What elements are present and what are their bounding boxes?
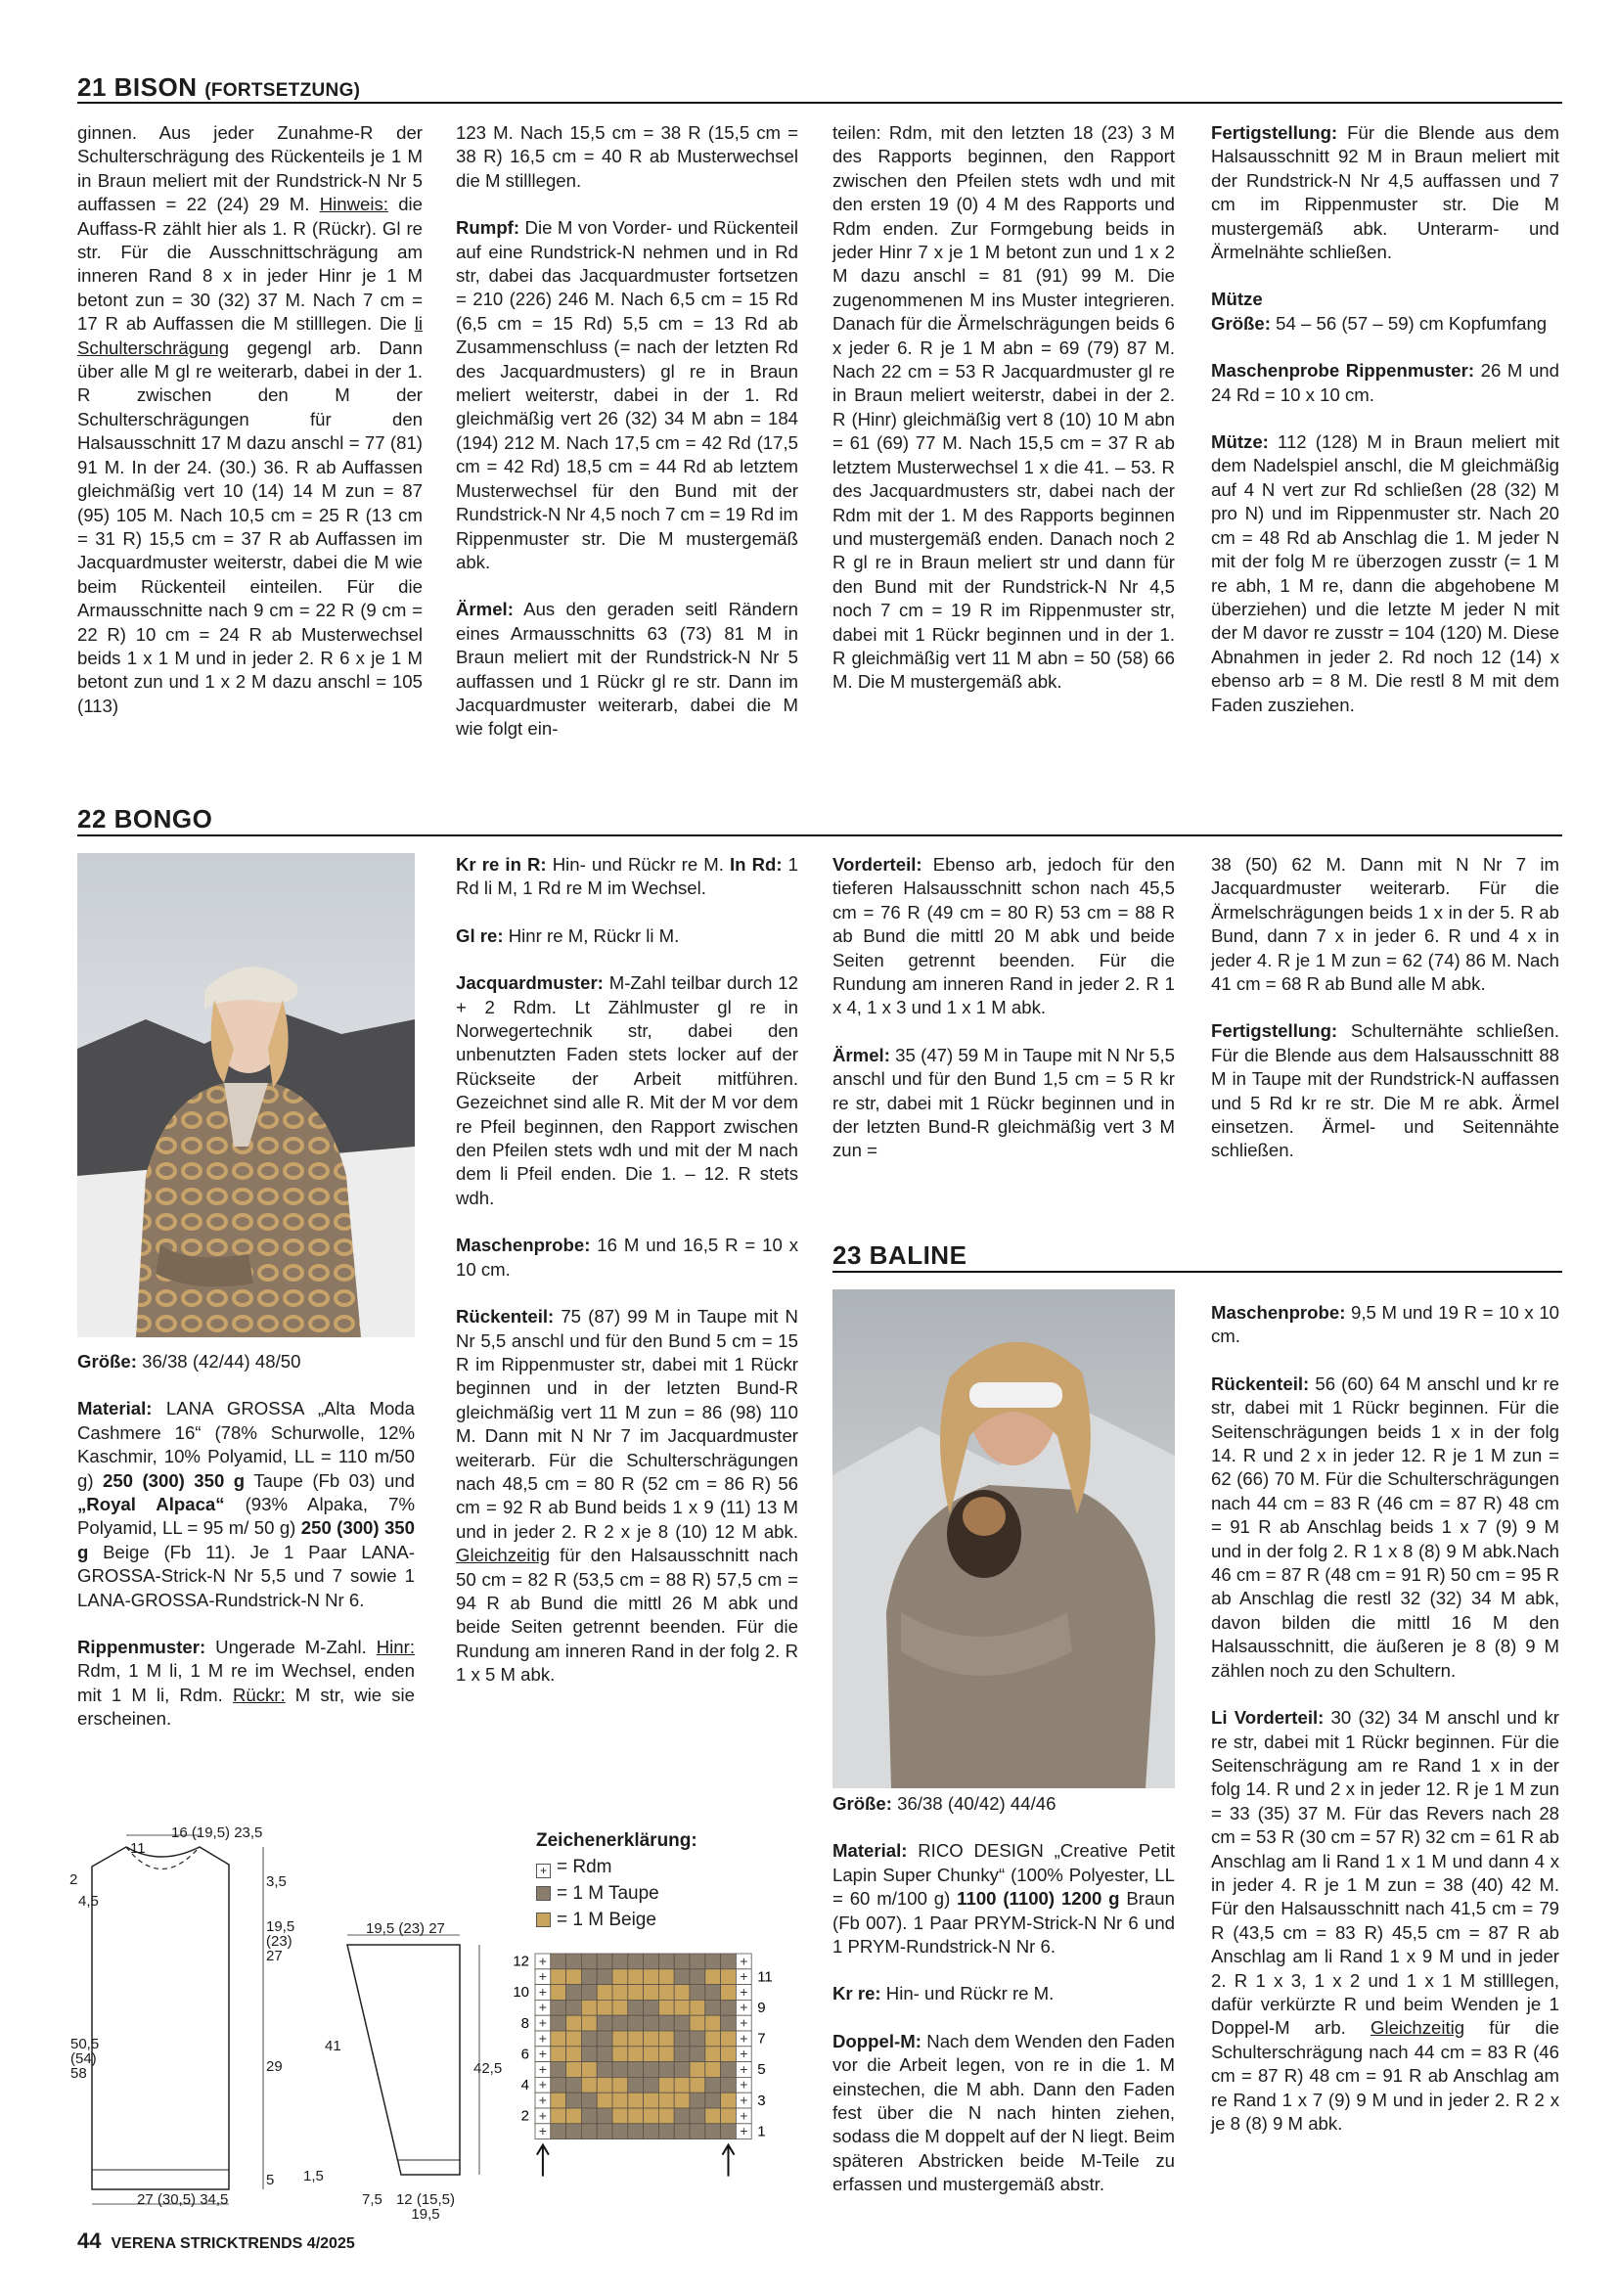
chart-cell-beige — [721, 1969, 737, 1985]
body-top-width: 16 (19,5) 23,5 — [171, 1824, 263, 1841]
chart-legend — [536, 1827, 697, 1933]
chart-cell-beige — [674, 2077, 690, 2093]
paragraph: Maschenprobe: 16 M und 16,5 R = 10 x 10 cm. — [456, 1235, 798, 1280]
section-22-col-3 — [832, 853, 1175, 1163]
chart-row-label-left: 10 — [513, 1984, 529, 2002]
chart-cell-taupe — [674, 1969, 690, 1985]
chart-cell-taupe — [721, 1954, 737, 1969]
chart-cell-beige — [612, 2031, 628, 2047]
sleeve-top-width: 19,5 (23) 27 — [366, 1920, 445, 1937]
chart-cell-taupe — [566, 2093, 582, 2108]
body-neck-height: 19,5 (23) 27 — [266, 1918, 295, 1964]
chart-row-label-left: 8 — [520, 2014, 529, 2032]
paragraph: 38 (50) 62 M. Dann mit N Nr 7 im Jacquardmuster weiterarb. Für die Ärmelschrägungen beids 1 x in der 5. R ab Bund, dann 7 x in jeder 6. R und 4 x in jeder 4. R je 1 M zun = 62 (74) 86 M. Nach 41 cm = 68 R ab Bund alle M abk. — [1211, 854, 1559, 995]
chart-cell-beige — [581, 2077, 597, 2093]
section-22-col-4 — [1211, 853, 1559, 1163]
section-21-col-4 — [1211, 121, 1559, 717]
section-21-heading — [77, 72, 360, 103]
chart-cell-taupe — [674, 2015, 690, 2031]
chart-cell-taupe — [690, 2124, 705, 2139]
chart-cell-beige — [566, 2062, 582, 2078]
chart-cell-beige — [612, 2108, 628, 2124]
chart-cell-taupe — [581, 2108, 597, 2124]
paragraph: Maschenprobe: 9,5 M und 19 R = 10 x 10 cm. — [1211, 1302, 1559, 1347]
chart-row-label-left: 4 — [520, 2077, 529, 2094]
section-21-col-3 — [832, 121, 1175, 695]
chart-cell-taupe — [690, 1954, 705, 1969]
chart-cell-taupe — [566, 2000, 582, 2015]
chart-cell-taupe — [705, 2077, 721, 2093]
chart-cell-taupe — [705, 1985, 721, 2001]
paragraph: Material: LANA GROSSA „Alta Moda Cashmere 16“ (78% Schurwolle, 12% Kaschmir, 10% Polyamid, LL = 110 m/50 g) 250 (300) 350 g Taupe (Fb 03) und „Royal Alpaca“ (93% Alpaka, 7% Polyamid, LL = 95 m/ 50 g) 250 (300) 350 g Beige (Fb 11). Je 1 Paar LANA-GROSSA-Strick-N Nr 5,5 und 7 sowie 1 LANA-GROSSA-Rundstrick-N Nr 6. — [77, 1398, 416, 1610]
chart-cell-beige — [628, 1969, 644, 1985]
section-22-heading: 22 BONGO — [77, 804, 213, 833]
chart-cell-beige — [644, 2108, 659, 2124]
chart-cell-taupe — [612, 2124, 628, 2139]
section-22-col-2 — [456, 853, 798, 1688]
chart-cell-taupe — [721, 2062, 737, 2078]
chart-cell-beige — [628, 2093, 644, 2108]
chart-cell-beige — [612, 2077, 628, 2093]
chart-cell-beige — [658, 2108, 674, 2124]
chart-cell-taupe — [566, 2124, 582, 2139]
chart-cell-taupe — [658, 2062, 674, 2078]
chart-cell-taupe — [581, 2031, 597, 2047]
section-21-col-1 — [77, 121, 423, 718]
chart-cell-beige — [674, 2093, 690, 2108]
chart-cell-taupe — [721, 2000, 737, 2015]
sleeve-height: 41 — [325, 2038, 341, 2054]
chart-cell-beige — [581, 2000, 597, 2015]
edge-stitch-icon: + — [536, 1864, 551, 1878]
chart-cell-beige — [658, 1985, 674, 2001]
chart-row-label-left: 6 — [520, 2046, 529, 2063]
chart-cell-beige — [658, 1969, 674, 1985]
chart-cell-taupe — [628, 2000, 644, 2015]
paragraph: Rippenmuster: Ungerade M-Zahl. Hinr: Rdm, 1 M li, 1 M re im Wechsel, enden mit 1 M li, Rdm. Rückr: M str, wie sie erscheinen. — [77, 1637, 415, 1730]
repeat-end-arrow-icon — [723, 2145, 735, 2177]
sleeve-outline — [347, 1945, 460, 2175]
chart-cell-beige — [658, 2093, 674, 2108]
chart-cell-taupe — [690, 2031, 705, 2047]
chart-cell-taupe — [551, 2015, 566, 2031]
chart-cell-plus: + — [740, 2076, 748, 2093]
chart-cell-taupe — [674, 2062, 690, 2078]
legend-item-beige: = 1 M Beige — [536, 1907, 697, 1933]
paragraph: Li Vorderteil: 30 (32) 34 M anschl und kr re str, dabei mit 1 Rückr beginnen. Für die Seitenschrägung am re Rand 1 x in der folg 14. R und 2 x in jeder 12. R je 1 M zun = 33 (35) 37 M. Für das Revers nach 28 cm = 53 R (30 cm = 57 R) 32 cm = 61 R ab Anschlag am li Rand 1 x 1 M und dann 4 x in jeder 4. R je 1 M zun = 38 (40) 42 M. Für den Halsausschnitt nach 41,5 cm = 79 R (43,5 cm = 83 R) 45,5 cm = 87 R ab Anschlag am li Rand 1 x 9 M und in jeder 2. R 1 x 3, 1 x 2 und 1 x 1 M stilllegen, dafür verkürzte R und beim Wenden je 1 Doppel-M arb. Gleichzeitig für die Schulterschrägung nach 44 cm = 83 R (46 cm = 87 R) 48 cm = 91 R ab Anschlag am re Rand 1 x 7 (9) 9 M und in jeder 2. R 2 x je 8 (8) 9 M abk. — [1211, 1707, 1560, 2134]
paragraph: Größe: 36/38 (40/42) 44/46 — [832, 1793, 1056, 1814]
chart-row-label-left: 2 — [520, 2107, 529, 2125]
body-rib: 5 — [266, 2172, 275, 2188]
chart-cell-beige — [597, 2077, 612, 2093]
legend-item-taupe: = 1 M Taupe — [536, 1880, 697, 1907]
section-22-col-1 — [77, 1350, 415, 1732]
repeat-start-arrow-icon — [537, 2145, 549, 2177]
chart-row-label-right: 9 — [757, 2000, 766, 2017]
page-number: 44 — [77, 2228, 102, 2253]
chart-cell-plus: + — [538, 1999, 547, 2015]
chart-cell-beige — [551, 1985, 566, 2001]
body-shoulder-drop: 3,5 — [266, 1873, 287, 1890]
chart-cell-beige — [597, 1985, 612, 2001]
chart-cell-taupe — [658, 1954, 674, 1969]
section-23-rule — [832, 1271, 1562, 1273]
chart-cell-beige — [612, 2047, 628, 2062]
chart-cell-beige — [551, 2031, 566, 2047]
paragraph: Mütze Größe: 54 – 56 (57 – 59) cm Kopfumfang — [1211, 289, 1548, 334]
chart-cell-beige — [566, 2047, 582, 2062]
chart-cell-taupe — [597, 2047, 612, 2062]
chart-cell-plus: + — [538, 2030, 547, 2047]
paragraph: Material: RICO DESIGN „Creative Petit Lapin Super Chunky“ (100% Polyester, LL = 60 m/100 g) 1100 (1100) 1200 g Braun (Fb 007). 1 Paar PRYM-Strick-N Nr 6 und 1 PRYM-Rundstrick-N Nr 6. — [832, 1840, 1175, 1958]
chart-cell-beige — [628, 2031, 644, 2047]
chart-cell-beige — [674, 2000, 690, 2015]
chart-cell-plus: + — [538, 2014, 547, 2031]
chart-cell-taupe — [551, 2077, 566, 2093]
chart-cell-beige — [705, 2047, 721, 2062]
chart-cell-plus: + — [538, 2046, 547, 2062]
chart-row-label-right: 1 — [757, 2123, 766, 2140]
chart-cell-taupe — [566, 1985, 582, 2001]
chart-cell-beige — [705, 2062, 721, 2078]
sleeve-cuff-width: 12 (15,5) 19,5 — [395, 2191, 456, 2223]
legend-item-rdm: + = Rdm — [536, 1854, 697, 1880]
chart-cell-plus: + — [740, 2107, 748, 2124]
body-neck-drop-small: 2 — [69, 1871, 78, 1888]
chart-cell-beige — [551, 2108, 566, 2124]
paragraph: Doppel-M: Nach dem Wenden den Faden vor die Arbeit legen, von re in die 1. M einstechen, die M abh. Dann den Faden fest über die N nach hinten ziehen, sodass die M doppelt auf der N liegt. Beim späteren Abstricken beide M-Teile zu erfassen und mustergemäß abstr. — [832, 2030, 1175, 2195]
body-width: 27 (30,5) 34,5 — [137, 2191, 229, 2208]
chart-cell-beige — [690, 2062, 705, 2078]
paragraph: 123 M. Nach 15,5 cm = 38 R (15,5 cm = 38 R) 16,5 cm = 40 R ab Musterwechsel die M stilllegen. — [456, 122, 798, 191]
chart-cell-taupe — [644, 2062, 659, 2078]
chart-cell-beige — [612, 2000, 628, 2015]
chart-cell-beige — [612, 1969, 628, 1985]
chart-cell-beige — [705, 2108, 721, 2124]
chart-cell-taupe — [690, 2093, 705, 2108]
chart-cell-taupe — [705, 2093, 721, 2108]
chart-cell-plus: + — [740, 2030, 748, 2047]
chart-cell-beige — [690, 2000, 705, 2015]
chart-cell-beige — [581, 2062, 597, 2078]
chart-cell-plus: + — [740, 2046, 748, 2062]
taupe-swatch-icon — [536, 1886, 551, 1901]
chart-cell-beige — [658, 2047, 674, 2062]
chart-row-label-right: 11 — [757, 1968, 773, 1986]
chart-cell-plus: + — [538, 2092, 547, 2108]
chart-cell-plus: + — [740, 1999, 748, 2015]
chart-cell-beige — [705, 2031, 721, 2047]
chart-cell-taupe — [644, 2077, 659, 2093]
chart-cell-taupe — [644, 2124, 659, 2139]
chart-cell-beige — [551, 1969, 566, 1985]
chart-cell-taupe — [628, 2015, 644, 2031]
body-neck-drop-front: 4,5 — [78, 1893, 99, 1910]
chart-cell-beige — [658, 2077, 674, 2093]
chart-cell-beige — [644, 1969, 659, 1985]
chart-cell-plus: + — [538, 1953, 547, 1969]
paragraph: ginnen. Aus jeder Zunahme-R der Schulterschrägung des Rückenteils je 1 M in Braun meliert mit der Rundstrick-N Nr 5 auffassen = 22 (24) 29 M. Hinweis: die Auffass-R zählt hier als 1. R (Rückr). Gl re str. Für die Ausschnittschrägung am inneren Rand 8 x in jeder Hinr je 1 M betont zun = 30 (32) 37 M. Nach 7 cm = 17 R ab Auffassen die M stilllegen. Die li Schulterschrägung gegengl arb. Dann über alle M gl re weiterarb, dabei in der 1. R zwischen den M der Schulterschrägungen für den Halsausschnitt 17 M dazu anschl = 77 (81) 91 M. In der 24. (30.) 36. R ab Auffassen gleichmäßig vert 10 (14) 14 M zun = 87 (95) 105 M. Nach 10,5 cm = 25 R (13 cm = 31 R) 15,5 cm = 37 R ab Auffassen im Jacquardmuster weiterstr, dabei die M wie beim Rückenteil einteilen. Für die Armausschnitte nach 9 cm = 22 R (9 cm = 22 R) 10 cm = 24 R ab Musterwechsel beids 1 x 1 M und in jeder 2. R 6 x je 1 M betont zun und 1 x 2 M dazu anschl = 105 (113) — [77, 122, 424, 716]
chart-cell-beige — [566, 2108, 582, 2124]
section-21-rule — [77, 102, 1562, 104]
chart-cell-taupe — [690, 1969, 705, 1985]
body-height: 29 — [266, 2058, 283, 2075]
chart-cell-beige — [705, 2015, 721, 2031]
chart-cell-beige — [721, 2093, 737, 2108]
legend-title: Zeichenerklärung: — [536, 1830, 697, 1851]
paragraph: teilen: Rdm, mit den letzten 18 (23) 3 M des Rapports beginnen, den Rapport zwischen den Pfeilen stets wdh und mit den ersten 19 (0) 4 M des Rapports und Rdm enden. Zur Formgebung beids in jeder Hinr 7 x je 1 M betont zun und 1 x 2 M dazu anschl = 81 (91) 99 M. Die zugenommenen M ins Muster integrieren. Danach für die Ärmelschrägungen beids 6 x jeder 6. R je 1 M abn = 69 (79) 87 M. Nach 22 cm = 53 R Jacquardmuster gl re in Braun meliert weiterstr, dabei in der 2. R (Hinr) gleichmäßig vert 8 (10) 10 M abn = 61 (69) 77 M. Nach 15,5 cm = 37 R ab letztem Musterwechsel 1 x die 41. – 53. R des Jacquardmusters str, dabei nach der Rdm mit der 1. M des Rapports beginnen und mustergemäß enden. Danach noch 2 R gl re in Braun meliert str und dann für den Bund mit der Rundstrick-N Nr 4,5 noch 7 cm = 19 R im Rippenmuster str, dabei mit 1 Rückr beginnen und in der 1. R gleichmäßig vert 11 M abn = 50 (58) 66 M. Die M mustergemäß abk. — [832, 122, 1175, 693]
chart-cell-taupe — [644, 2000, 659, 2015]
chart-cell-taupe — [721, 2015, 737, 2031]
chart-cell-plus: + — [538, 1968, 547, 1985]
chart-cell-beige — [566, 1969, 582, 1985]
jacquard-chart — [504, 1942, 827, 2191]
chart-cell-beige — [644, 2093, 659, 2108]
chart-cell-taupe — [705, 2124, 721, 2139]
chart-cell-taupe — [581, 1969, 597, 1985]
chart-cell-beige — [658, 2000, 674, 2015]
paragraph: Fertigstellung: Für die Blende aus dem Halsausschnitt 92 M in Braun meliert mit der Rundstrick-N Nr 4,5 auffassen und 7 cm im Rippenmuster str. Die M mustergemäß abk. Unterarm- und Ärmelnähte schließen. — [1211, 122, 1559, 263]
chart-cell-taupe — [581, 1985, 597, 2001]
chart-cell-beige — [597, 2000, 612, 2015]
chart-cell-taupe — [658, 2015, 674, 2031]
chart-cell-beige — [644, 2047, 659, 2062]
paragraph: Rückenteil: 56 (60) 64 M anschl und kr re str, dabei mit 1 Rückr beginnen. Für die Seitenschrägungen beids 1 x in der folg 14. R und 2 x in jeder 12. R je 1 M zun = 62 (66) 70 M. Für die Schulterschrägungen nach 44 cm = 83 R (46 cm = 87 R) 48 cm = 91 R ab Anschlag beids 1 x 7 (9) 9 M und in der folg 2. R 1 x 8 (8) 9 M abk.Nach 46 cm = 87 R (48 cm = 91 R) 50 cm = 95 R ab Anschlag die restl 32 (32) 34 M abk, davon bilden die mittl 16 M den Halsausschnitt, die äußeren je 8 (8) 9 M zählen noch zu den Schultern. — [1211, 1373, 1560, 1681]
chart-cell-plus: + — [740, 2123, 748, 2139]
chart-cell-taupe — [690, 2047, 705, 2062]
chart-cell-beige — [721, 1985, 737, 2001]
chart-cell-plus: + — [740, 1953, 748, 1969]
chart-cell-taupe — [597, 2015, 612, 2031]
chart-row-label-right: 3 — [757, 2092, 766, 2109]
chart-cell-beige — [721, 2031, 737, 2047]
section-23-heading: 23 BALINE — [832, 1240, 967, 1270]
chart-cell-taupe — [674, 2031, 690, 2047]
chart-cell-taupe — [628, 1954, 644, 1969]
paragraph: Kr re: Hin- und Rückr re M. — [832, 1983, 1055, 2004]
chart-cell-taupe — [551, 2124, 566, 2139]
chart-cell-taupe — [597, 1969, 612, 1985]
page-footer — [77, 2228, 355, 2254]
sleeve-rib: 1,5 — [303, 2168, 324, 2184]
chart-cell-taupe — [658, 2124, 674, 2139]
beige-swatch-icon — [536, 1913, 551, 1927]
chart-cell-beige — [721, 2047, 737, 2062]
chart-cell-beige — [597, 2093, 612, 2108]
chart-cell-taupe — [581, 2124, 597, 2139]
chart-cell-plus: + — [538, 2123, 547, 2139]
chart-cell-taupe — [612, 2062, 628, 2078]
chart-cell-taupe — [628, 2077, 644, 2093]
chart-row-label-left: 12 — [513, 1953, 529, 1970]
chart-cell-plus: + — [538, 2060, 547, 2077]
chart-cell-plus: + — [740, 2060, 748, 2077]
chart-cell-taupe — [628, 2062, 644, 2078]
paragraph: Ärmel: 35 (47) 59 M in Taupe mit N Nr 5,5 anschl und für den Bund 1,5 cm = 5 R kr re str, dabei mit 1 Rückr beginnen und in der letzten Bund-R gleichmäßig vert 3 M zun = — [832, 1044, 1175, 1161]
body-outline — [92, 1847, 229, 2189]
chart-row-label-right: 7 — [757, 2030, 766, 2048]
section-23-col-3 — [832, 1792, 1175, 2197]
sleeve-total-height: 42,5 — [473, 2060, 503, 2077]
baline-photo-illustration — [832, 1289, 1175, 1788]
sleeve-cuff-side: 7,5 — [362, 2191, 382, 2208]
chart-cell-taupe — [597, 2108, 612, 2124]
paragraph: Gl re: Hinr re M, Rückr li M. — [456, 924, 680, 946]
chart-cell-beige — [690, 2077, 705, 2093]
chart-cell-beige — [612, 1985, 628, 2001]
paragraph: Größe: 36/38 (42/44) 48/50 — [77, 1351, 301, 1372]
chart-cell-taupe — [721, 2077, 737, 2093]
chart-cell-plus: + — [538, 1983, 547, 2000]
chart-cell-beige — [721, 2108, 737, 2124]
chart-cell-beige — [674, 1985, 690, 2001]
section-21-title: 21 BISON — [77, 72, 198, 102]
chart-cell-beige — [612, 2093, 628, 2108]
paragraph: Rückenteil: 75 (87) 99 M in Taupe mit N Nr 5,5 anschl und für den Bund 5 cm = 15 R im Rippenmuster str, dabei mit 1 Rückr beginnen und in der letzten Bund-R gleichmäßig vert 11 M zun = 86 (98) 110 M. Dann mit N Nr 7 im Jacquardmuster weiterarb. Für die Schulterschrägungen nach 48,5 cm = 80 R (52 cm = 86 R) 56 cm = 92 R ab Bund beids 1 x 9 (11) 13 M und in jeder 2. R 2 x je 8 (10) 12 M abk. Gleichzeitig für den Halsausschnitt nach 50 cm = 82 R (53,5 cm = 88 R) 57,5 cm = 94 R ab Bund die mittl 26 M abk und beide Seiten getrennt beenden. Für die Rundung am inneren Rand in der folg 2. R 1 x 5 M abk. — [456, 1306, 798, 1686]
chart-cell-taupe — [597, 2062, 612, 2078]
chart-cell-plus: + — [740, 2092, 748, 2108]
bongo-photo-illustration — [77, 853, 415, 1337]
chart-cell-taupe — [705, 2000, 721, 2015]
paragraph: Fertigstellung: Schulternähte schließen. Für die Blende aus dem Halsausschnitt 88 M in Taupe mit der Rundstrick-N auffassen und 5 Rd kr re str. Die M re abk. Ärmel einsetzen. Ärmel- und Seitennähte schließen. — [1211, 1020, 1559, 1161]
chart-cell-taupe — [644, 1954, 659, 1969]
section-21-subtitle: (FORTSETZUNG) — [204, 80, 361, 101]
chart-cell-beige — [566, 2015, 582, 2031]
chart-cell-taupe — [566, 2077, 582, 2093]
chart-cell-taupe — [597, 1954, 612, 1969]
chart-cell-taupe — [597, 2031, 612, 2047]
chart-cell-taupe — [581, 1954, 597, 1969]
chart-cell-taupe — [690, 1985, 705, 2001]
section-22-rule — [77, 834, 1562, 836]
chart-row-label-right: 5 — [757, 2061, 766, 2079]
chart-cell-taupe — [690, 2108, 705, 2124]
chart-cell-taupe — [674, 2108, 690, 2124]
paragraph: Maschenprobe Rippenmuster: 26 M und 24 Rd = 10 x 10 cm. — [1211, 360, 1559, 405]
chart-cell-plus: + — [740, 1983, 748, 2000]
chart-cell-taupe — [674, 2047, 690, 2062]
chart-cell-beige — [551, 2093, 566, 2108]
body-total-height: 50,5 (54) 58 — [70, 2036, 100, 2082]
chart-cell-plus: + — [538, 2107, 547, 2124]
chart-cell-taupe — [628, 2124, 644, 2139]
chart-cell-beige — [644, 1985, 659, 2001]
chart-cell-taupe — [674, 2124, 690, 2139]
chart-cell-taupe — [597, 2124, 612, 2139]
paragraph: Jacquardmuster: M-Zahl teilbar durch 12 + 2 Rdm. Lt Zählmuster gl re in Norwegertechnik str, dabei den unbenutzten Faden stets locker auf der Rückseite der Arbeit mitführen. Gezeichnet sind alle R. Mit der M vor dem re Pfeil beginnen, den Rapport zwischen den Pfeilen stets wdh und mit der M nach dem li Pfeil enden. Die 1. – 12. R stets wdh. — [456, 972, 798, 1208]
chart-cell-taupe — [674, 1954, 690, 1969]
bongo-photo — [77, 853, 415, 1337]
chart-cell-beige — [705, 1969, 721, 1985]
chart-cell-beige — [644, 2031, 659, 2047]
paragraph: Vorderteil: Ebenso arb, jedoch für den tieferen Halsausschnitt schon nach 45,5 cm = 76 R (49 cm = 80 R) 53 cm = 88 R ab Bund die mittl 20 M abk und beide Seiten getrennt beenden. Für die Rundung am inneren Rand in jeder 2. R 1 x 4, 1 x 3 und 1 x 1 M abk. — [832, 854, 1175, 1018]
chart-cell-taupe — [551, 2000, 566, 2015]
chart-cell-taupe — [705, 1954, 721, 1969]
chart-cell-taupe — [551, 2062, 566, 2078]
chart-cell-beige — [628, 2047, 644, 2062]
body-shoulder-w: 11 — [130, 1840, 146, 1857]
chart-cell-beige — [690, 2015, 705, 2031]
chart-cell-taupe — [551, 1954, 566, 1969]
chart-cell-beige — [551, 2047, 566, 2062]
chart-cell-taupe — [612, 1954, 628, 1969]
chart-cell-plus: + — [538, 2076, 547, 2093]
chart-cell-beige — [658, 2031, 674, 2047]
chart-cell-taupe — [581, 2047, 597, 2062]
paragraph: Ärmel: Aus den geraden seitl Rändern eines Armausschnitts 63 (73) 81 M in Braun meliert mit der Rundstrick-N Nr 5 auffassen und 1 Rückr gl re str. Dann im Jacquardmuster weiterarb, dabei die M wie folgt ein- — [456, 599, 798, 740]
chart-cell-taupe — [644, 2015, 659, 2031]
section-23-col-4 — [1211, 1301, 1559, 2136]
chart-cell-taupe — [721, 2124, 737, 2139]
chart-cell-beige — [628, 2108, 644, 2124]
chart-cell-plus: + — [740, 2014, 748, 2031]
chart-cell-taupe — [581, 2093, 597, 2108]
baline-photo — [832, 1289, 1175, 1788]
chart-cell-taupe — [566, 1954, 582, 1969]
section-21-col-2 — [456, 121, 798, 742]
chart-cell-plus: + — [740, 1968, 748, 1985]
chart-cell-beige — [628, 1985, 644, 2001]
chart-cell-beige — [566, 2031, 582, 2047]
paragraph: Kr re in R: Hin- und Rückr re M. In Rd: 1 Rd li M, 1 Rd re M im Wechsel. — [456, 854, 798, 899]
chart-cell-beige — [581, 2015, 597, 2031]
paragraph: Mütze: 112 (128) M in Braun meliert mit dem Nadelspiel anschl, die M gleichmäßig auf 4 N vert zur Rd schließen (28 (32) M pro N) und im Rippenmuster str. Nach 20 cm = 48 Rd ab Anschlag die 1. M jeder N mit der folg M re überzogen zusstr (= 1 M re abh, 1 M re, dann die abgehobene M überziehen) und die letzte M jeder N mit der M davor re zusstr = 104 (120) M. Diese Abnahmen in jeder 2. Rd noch 12 (14) x ebenso arb = 8 M. Die restl 8 M mit dem Faden zusziehen. — [1211, 431, 1559, 715]
magazine-issue: VERENA STRICKTRENDS 4/2025 — [111, 2235, 355, 2252]
chart-cell-taupe — [612, 2015, 628, 2031]
paragraph: Rumpf: Die M von Vorder- und Rückenteil auf eine Rundstrick-N nehmen und in Rd str, dabei das Jacquardmuster fortsetzen = 210 (226) 246 M. Nach 6,5 cm = 15 Rd (6,5 cm = 15 Rd) 5,5 cm = 13 Rd ab Zusammenschluss (= nach der letzten Rd des Jacquardmusters) gl re in Braun meliert weiterstr, dabei in der 1. Rd gleichmäßig vert 26 (32) 34 M abn = 184 (194) 212 M. Nach 17,5 cm = 42 Rd (17,5 cm = 42 Rd) 18,5 cm = 44 Rd ab letztem Musterwechsel für den Bund mit der Rundstrick-N Nr 4,5 noch 7 cm = 19 Rd im Rippenmuster str. Die M mustergemäß abk. — [456, 217, 798, 572]
